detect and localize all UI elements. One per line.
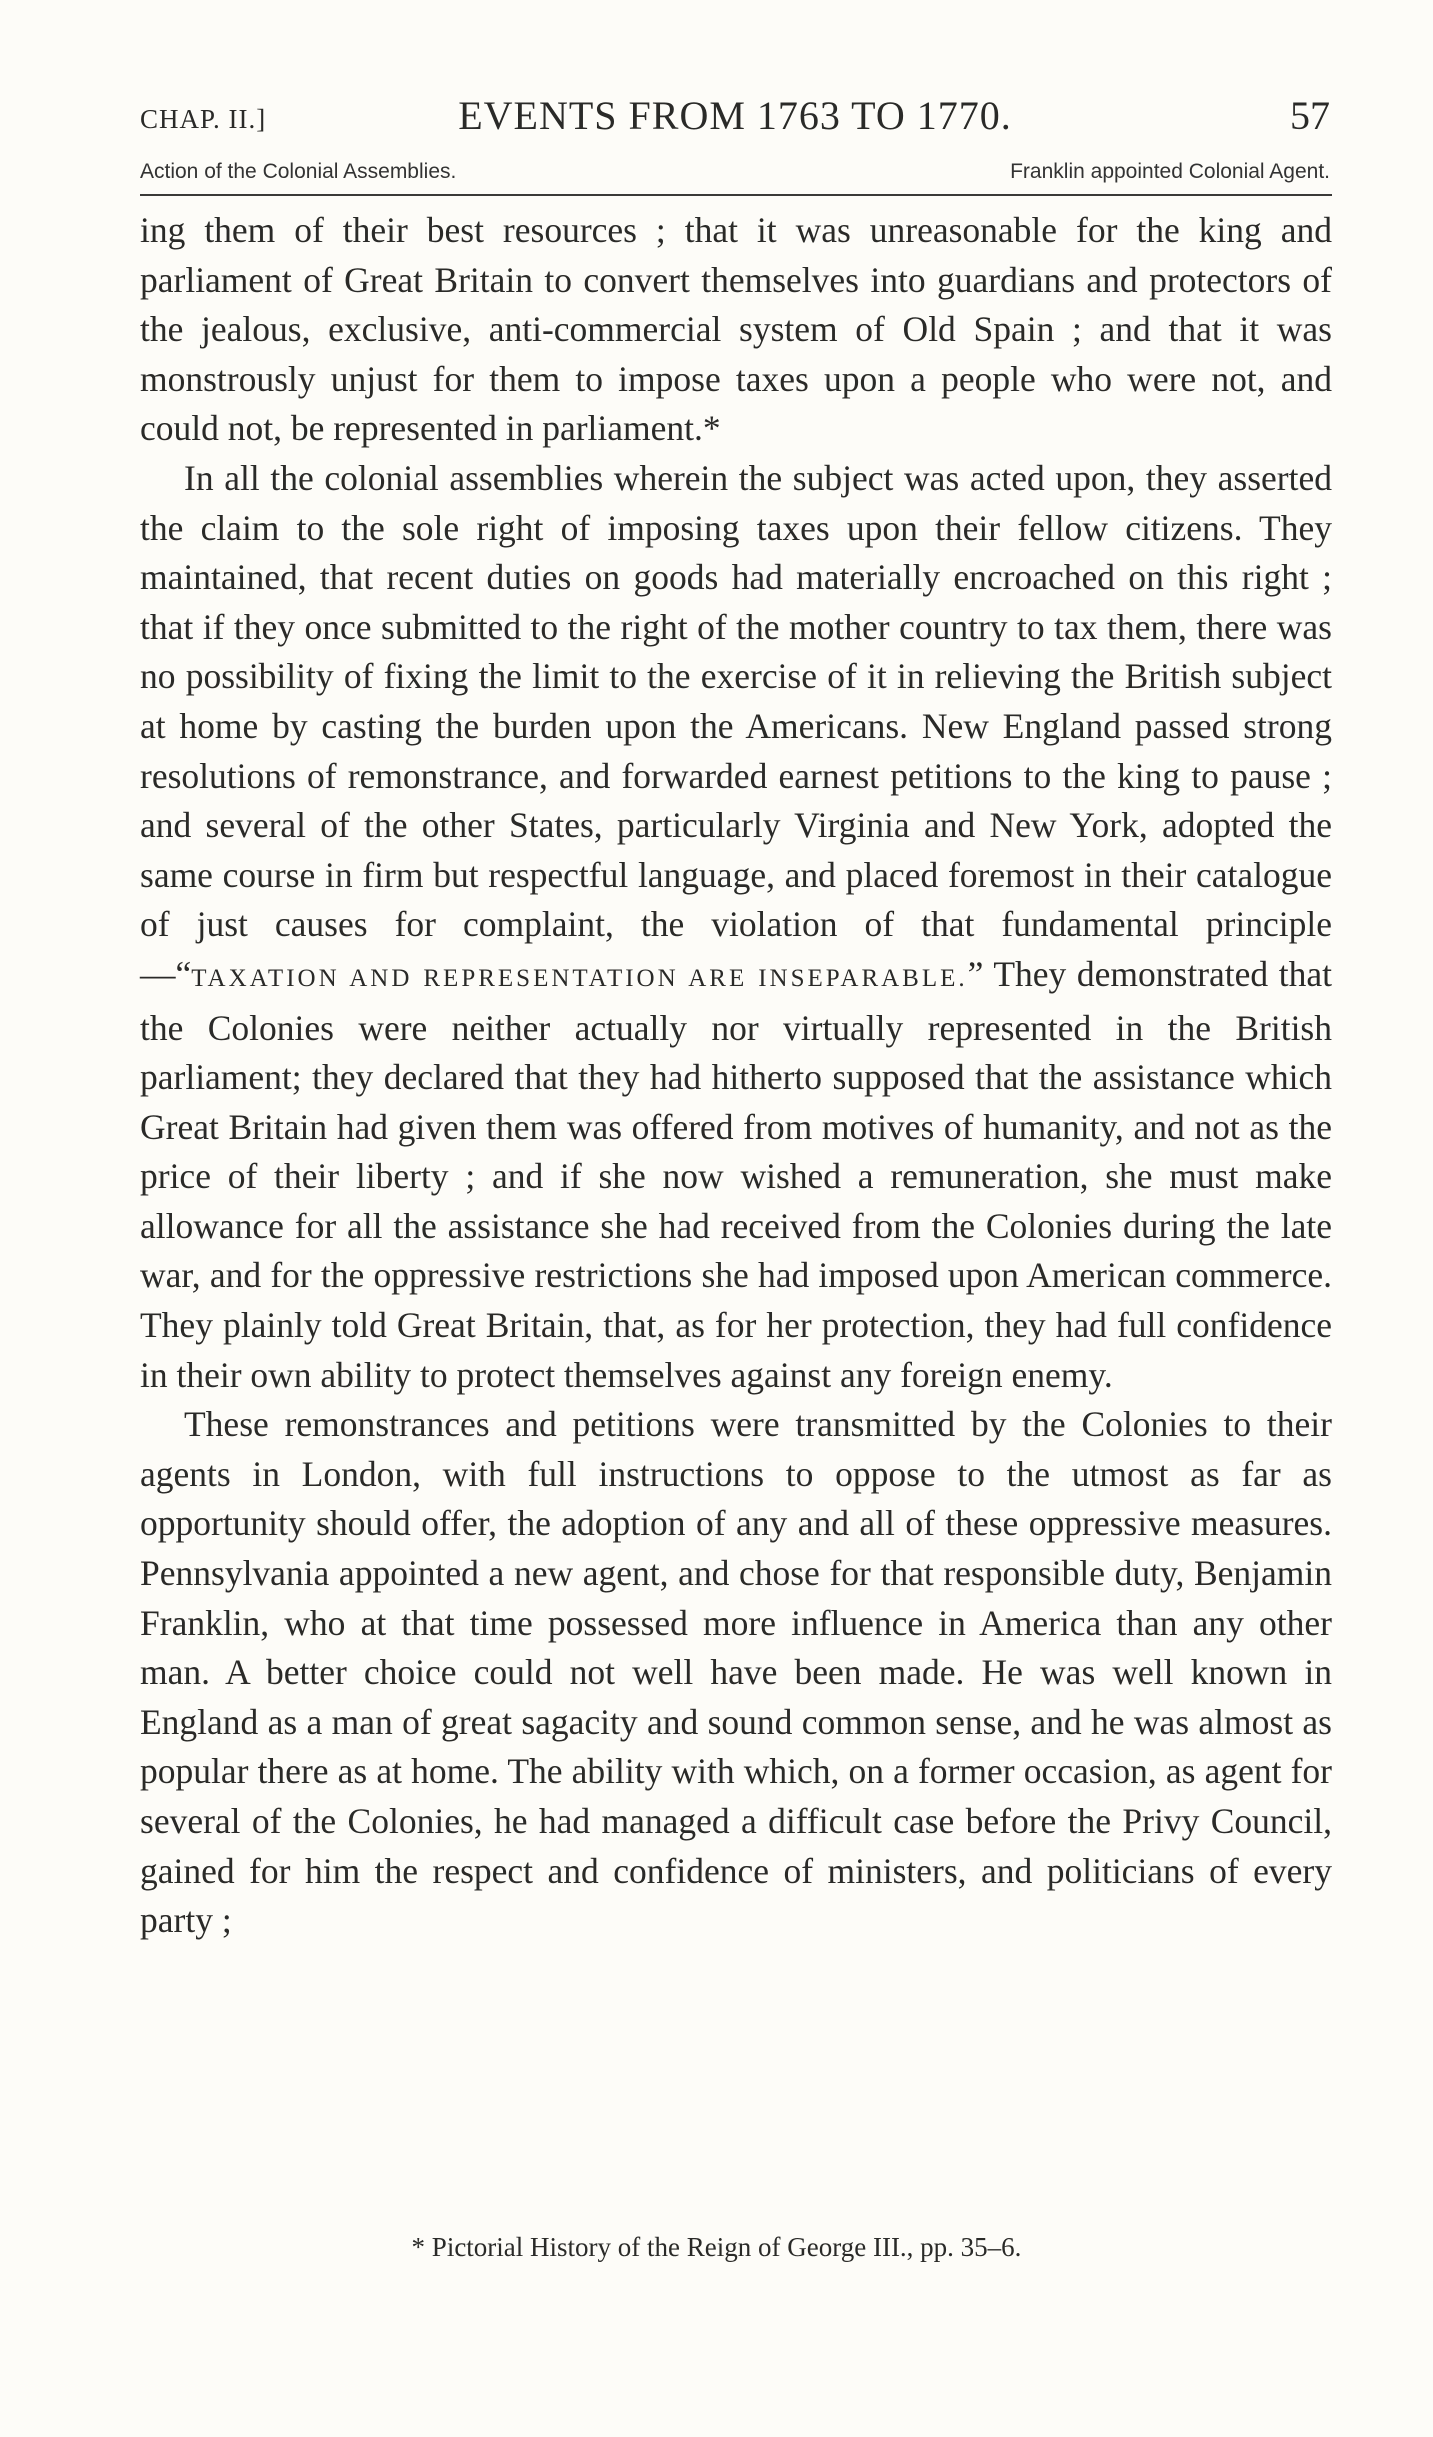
side-headings <box>140 160 1330 192</box>
running-head <box>140 92 1330 142</box>
paragraph-2 <box>140 454 1332 1400</box>
chapter-label: CHAP. II.] <box>140 104 267 134</box>
side-heading-left: Action of the Colonial Assemblies. <box>140 160 457 183</box>
principle-small-caps: TAXATION AND REPRESENTATION ARE INSEPARABLE. <box>191 964 968 992</box>
header-rule <box>140 194 1332 196</box>
page-title: EVENTS FROM 1763 TO 1770. <box>458 93 1012 138</box>
page-number: 57 <box>1290 93 1330 138</box>
side-heading-right: Franklin appointed Colonial Agent. <box>1010 160 1330 183</box>
body-text <box>140 206 1332 1946</box>
paragraph-1: ing them of their best resources ; that it was unreasonable for the king and parliament of Great Britain to convert themselves into guardians and protectors of the jealous, exclusive, anti-commercial system of Old Spain ; and that it was monstrously unjust for them to impose taxes upon a people who were not, and could not, be represented in parliament.* <box>140 210 1332 449</box>
paragraph-2-part-2: ” They demonstrated that the Colonies were neither actually nor virtually represented in the British parliament; they declared that they had hitherto supposed that the assistance which Great Britain had given them was offered from motives of humanity, and not as the price of their liberty ; and if she now wished a remuneration, she must make allowance for all the assistance she had received from the Colonies during the late war, and for the oppressive restrictions she had imposed upon American commerce. They plainly told Great Britain, that, as for her protection, they had full confidence in their own ability to protect themselves against any foreign enemy. <box>140 953 1332 1395</box>
paragraph-2-part-1: In all the colonial assemblies wherein the subject was acted upon, they asserted the claim to the sole right of imposing taxes upon their fellow citizens. They maintained, that recent duties on goods had materially encroached on this right ; that if they once submitted to the right of the mother country to tax them, there was no possibility of fixing the limit to the exercise of it in relieving the British subject at home by casting the burden upon the Americans. New England passed strong resolutions of remonstrance, and forwarded earnest petitions to the king to pause ; and several of the other States, particularly Virginia and New York, adopted the same course in firm but respectful language, and placed foremost in their catalogue of just causes for complaint, the violation of that fundamental principle —“ <box>140 457 1332 994</box>
footnote: * Pictorial History of the Reign of George III., pp. 35–6. <box>411 2232 1022 2262</box>
paragraph-3: These remonstrances and petitions were transmitted by the Colonies to their agents in London, with full instructions to oppose to the utmost as far as opportunity should offer, the adoption of any and all of these oppressive measures. Pennsylvania appointed a new agent, and chose for that responsible duty, Benjamin Franklin, who at that time possessed more influence in America than any other man. A better choice could not well have been made. He was well known in England as a man of great sagacity and sound common sense, and he was almost as popular there as at home. The ability with which, on a former occasion, as agent for several of the Colonies, he had managed a difficult case before the Privy Council, gained for him the respect and confidence of ministers, and politicians of every party ; <box>140 1404 1332 1941</box>
